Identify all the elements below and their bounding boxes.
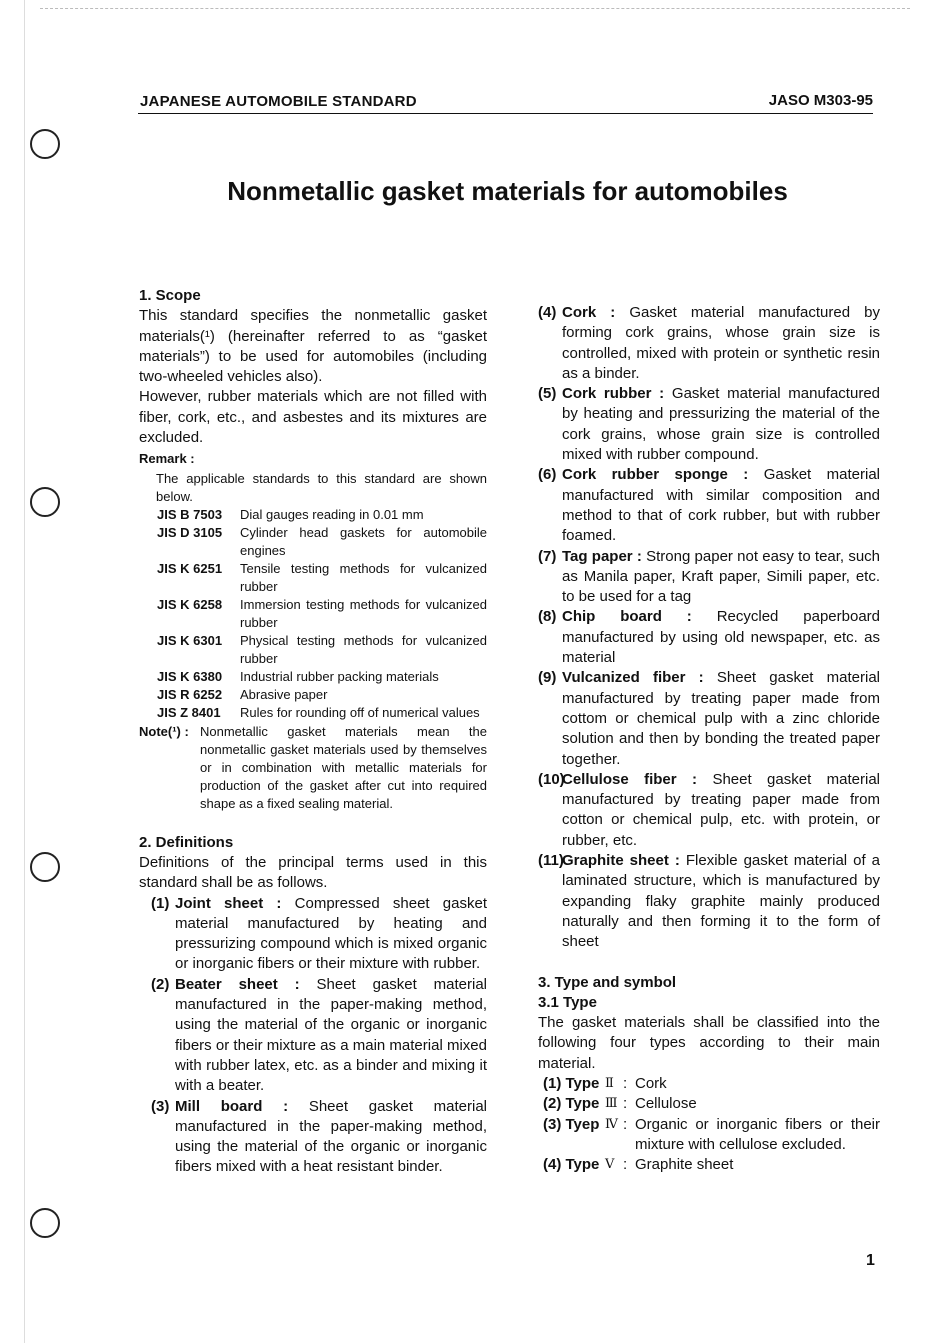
definition-text: Sheet gasket material manufactured by treating paper made from cotton or chemical pulp, etc. with protein, or rubber, etc. bbox=[562, 770, 881, 849]
standard-desc: Dial gauges reading in 0.01 mm bbox=[240, 506, 424, 522]
scope-paragraph: However, rubber materials which are not filled with fiber, cork, etc., and asbestes and its mixtures are excluded. bbox=[139, 388, 487, 447]
definition-term: Mill board : bbox=[175, 1097, 289, 1115]
header-rule bbox=[138, 113, 873, 114]
page-title: Nonmetallic gasket materials for automobiles bbox=[227, 176, 788, 206]
standard-code: JIS K 6258 bbox=[157, 596, 223, 612]
standard-desc: Rules for rounding off of numerical values bbox=[240, 704, 480, 720]
definition-term: Cork rubber : bbox=[562, 385, 665, 403]
header-standard-name: JAPANESE AUTOMOBILE STANDARD bbox=[140, 93, 417, 110]
definition-number: (5) bbox=[538, 385, 557, 403]
definition-text: Gasket material manufactured by heating and pressurizing the material of the cork grains, whose grain size is controlled mixed with rubber compound. bbox=[562, 385, 880, 464]
definition-number: (2) bbox=[151, 975, 170, 993]
definition-text: Sheet gasket material manufactured in the paper-making method, using the material of the organic or inorganic fibers or their mixture as a main material mixed with rubber latex, etc. as a binder and mixing it with a beater. bbox=[175, 975, 487, 1095]
standard-desc: Immersion testing methods for vulcanized rubber bbox=[240, 596, 487, 630]
type-subheading: 3.1 Type bbox=[538, 993, 597, 1011]
definition-term: Joint sheet : bbox=[175, 894, 282, 912]
footnote-label: Note(¹) : bbox=[139, 723, 189, 739]
scope-heading: 1. Scope bbox=[139, 287, 201, 304]
standard-desc: Abrasive paper bbox=[240, 686, 328, 702]
standard-desc: Tensile testing methods for vulcanized rubber bbox=[240, 560, 487, 594]
standard-ref bbox=[157, 668, 487, 686]
definition-item bbox=[538, 668, 880, 769]
definition-term: Cellulose fiber : bbox=[562, 770, 698, 788]
type-desc: Cellulose bbox=[635, 1095, 697, 1113]
definition-number: (11) bbox=[538, 852, 564, 870]
right-column bbox=[538, 283, 880, 1175]
type-item: (3) Tyep Ⅳ : Organic or inorganic fibers or their mixture with cellulose excluded. bbox=[543, 1115, 880, 1156]
binder-hole-icon bbox=[30, 852, 60, 882]
scan-top-edge bbox=[40, 8, 910, 9]
type-item: (1) Type Ⅱ : Cork bbox=[543, 1074, 880, 1094]
type-item: (2) Type Ⅲ : Cellulose bbox=[543, 1094, 880, 1114]
type-label: (1) Type bbox=[543, 1074, 600, 1092]
type-desc: Graphite sheet bbox=[635, 1156, 734, 1174]
definition-term: Cork : bbox=[562, 304, 616, 321]
definition-number: (10) bbox=[538, 770, 565, 788]
definition-text: Gasket material manufactured by forming cork grains, whose grain size is controlled, mixed with protein or synthetic resin as a binder. bbox=[562, 304, 880, 382]
type-label: (2) Type bbox=[543, 1095, 600, 1113]
standard-code: JIS K 6301 bbox=[157, 632, 223, 648]
binder-hole-icon bbox=[30, 487, 60, 517]
standard-ref bbox=[157, 686, 487, 704]
definition-text: Strong paper not easy to tear, such as Manila paper, Kraft paper, Simili paper, etc. to be used for a tag bbox=[562, 547, 881, 606]
definition-term: Vulcanized fiber : bbox=[562, 669, 704, 687]
definition-item bbox=[538, 465, 880, 546]
type-desc: Cork bbox=[635, 1074, 667, 1092]
definition-item bbox=[538, 303, 880, 384]
left-column bbox=[139, 286, 487, 1178]
definitions-heading: 2. Definitions bbox=[139, 833, 234, 851]
footnote-text: Nonmetallic gasket materials mean the nonmetallic gasket materials used by themselves or in combination with metallic materials for production of the gasket after cut into required shape as a fixed sealing material. bbox=[200, 723, 487, 811]
definition-number: (1) bbox=[151, 894, 170, 912]
definition-number: (7) bbox=[538, 547, 557, 565]
definition-number: (4) bbox=[538, 304, 557, 321]
definition-item bbox=[538, 770, 880, 851]
remark-intro: The applicable standards to this standard are shown below. bbox=[156, 470, 487, 504]
type-label: (4) Type bbox=[543, 1156, 600, 1174]
standard-desc: Industrial rubber packing materials bbox=[240, 668, 439, 684]
remark-heading: Remark : bbox=[139, 451, 195, 467]
definition-text: Recycled paperboard manufactured by using old newspaper, etc. as material bbox=[562, 608, 881, 667]
type-roman: Ⅳ bbox=[605, 1116, 618, 1132]
definition-item bbox=[151, 1097, 487, 1178]
type-intro: The gasket materials shall be classified into the following four types according to their main material. bbox=[538, 1014, 880, 1072]
header-standard-code: JASO M303-95 bbox=[768, 92, 873, 109]
standard-code: JIS K 6251 bbox=[157, 560, 223, 576]
standard-code: JIS K 6380 bbox=[157, 668, 223, 684]
standard-ref bbox=[157, 704, 487, 722]
footnote bbox=[139, 723, 487, 813]
definition-text: Compressed sheet gasket material manufactured by heating and pressurizing compound which is mixed organic or inorganic fibers or their mixture with rubber. bbox=[175, 894, 487, 973]
definition-item bbox=[151, 894, 487, 975]
type-label: (3) Tyep bbox=[543, 1115, 600, 1133]
definition-text: Gasket material manufactured with similar composition and method to that of cork rubber, but with rubber foamed. bbox=[562, 466, 880, 545]
standard-ref bbox=[157, 506, 487, 524]
definition-item bbox=[538, 851, 880, 952]
type-roman: Ⅱ bbox=[605, 1075, 614, 1091]
definition-term: Graphite sheet : bbox=[562, 852, 680, 870]
definition-number: (8) bbox=[538, 608, 557, 626]
standard-ref bbox=[157, 524, 487, 560]
type-roman: Ⅴ bbox=[605, 1157, 615, 1173]
type-roman: Ⅲ bbox=[605, 1096, 618, 1112]
standard-code: JIS Z 8401 bbox=[157, 704, 221, 720]
scope-paragraph: This standard specifies the nonmetallic gasket materials(¹) (hereinafter referred to as “gasket materials”) to be used for automobiles (including two-wheeled vehicles also). bbox=[139, 307, 487, 386]
type-symbol-heading: 3. Type and symbol bbox=[538, 973, 677, 991]
binder-hole-icon bbox=[30, 1208, 60, 1238]
definition-item bbox=[538, 547, 880, 608]
type-item: (4) Type Ⅴ : Graphite sheet bbox=[543, 1155, 880, 1175]
definition-number: (3) bbox=[151, 1097, 170, 1115]
standard-code: JIS R 6252 bbox=[157, 686, 223, 702]
definition-item bbox=[151, 975, 487, 1097]
definition-text: Sheet gasket material manufactured in the paper-making method, using the material of the organic or inorganic fibers mixed with a heat resistant binder. bbox=[175, 1097, 488, 1176]
standard-ref bbox=[157, 596, 487, 632]
definition-term: Chip board : bbox=[562, 608, 692, 626]
definitions-intro: Definitions of the principal terms used in this standard shall be as follows. bbox=[139, 853, 487, 892]
type-desc: Organic or inorganic fibers or their mixture with cellulose excluded. bbox=[635, 1115, 880, 1153]
definition-term: Beater sheet : bbox=[175, 975, 300, 993]
definition-term: Tag paper : bbox=[562, 547, 642, 565]
definition-text: Flexible gasket material of a laminated structure, which is manufactured by expanding flaky graphite mainly produced naturally and then forming it to the form of sheet bbox=[562, 852, 880, 951]
definition-item bbox=[538, 607, 880, 668]
binder-hole-icon bbox=[30, 129, 60, 159]
definition-item bbox=[538, 384, 880, 465]
definition-number: (6) bbox=[538, 466, 557, 484]
standard-code: JIS D 3105 bbox=[157, 524, 223, 540]
definition-number: (9) bbox=[538, 669, 557, 687]
definition-text: Sheet gasket material manufactured by treating paper made from cottom or chemical pulp with a zinc chloride solution and then by bonding the treated paper together. bbox=[562, 669, 881, 768]
standard-desc: Physical testing methods for vulcanized rubber bbox=[240, 632, 487, 666]
page-number: 1 bbox=[866, 1252, 875, 1269]
standard-ref bbox=[157, 560, 487, 596]
standard-desc: Cylinder head gaskets for automobile engines bbox=[240, 524, 487, 558]
type-list bbox=[543, 1074, 880, 1175]
standard-ref bbox=[157, 632, 487, 668]
standard-code: JIS B 7503 bbox=[157, 506, 223, 522]
definition-term: Cork rubber sponge : bbox=[562, 466, 749, 484]
